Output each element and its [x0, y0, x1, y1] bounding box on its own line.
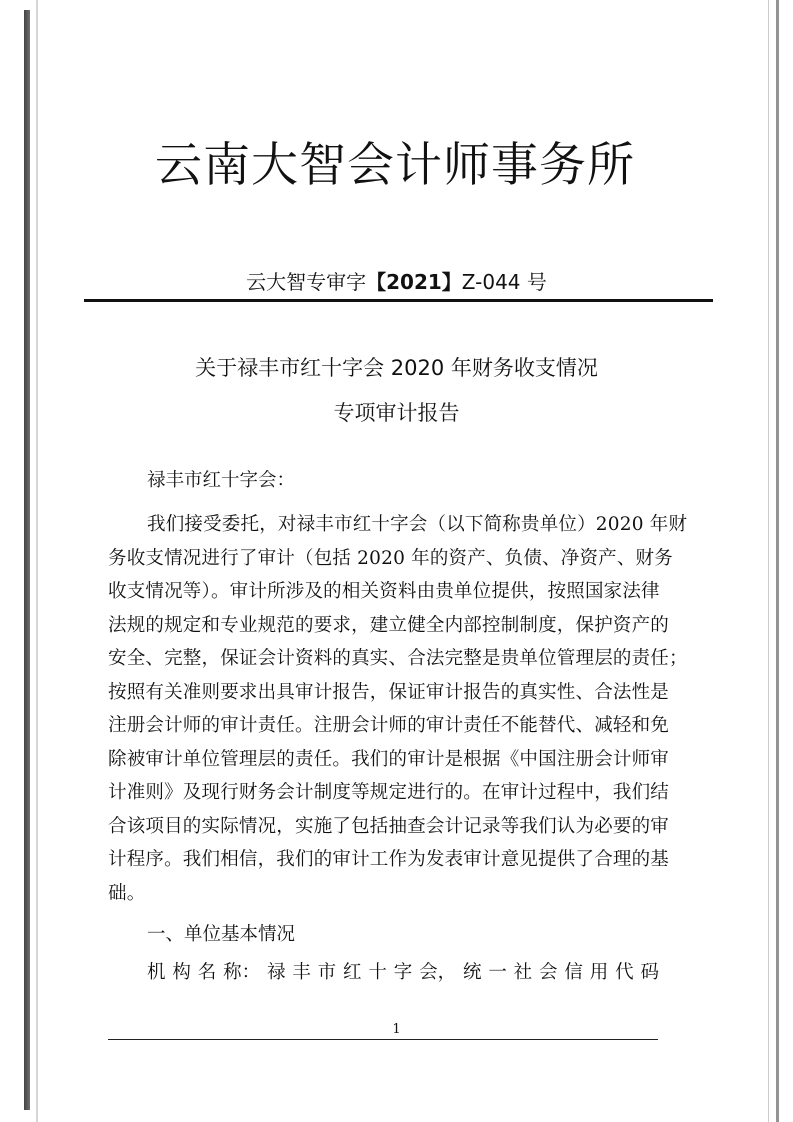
- org-line-char: 代: [615, 962, 634, 983]
- body-line: 除被审计单位管理层的责任。我们的审计是根据《中国注册会计师审: [108, 748, 670, 770]
- org-line-char: 统: [462, 962, 482, 983]
- org-line-char: 名: [197, 962, 217, 983]
- scan-edge-left-inner: [36, 0, 38, 1122]
- scan-edge-right-inner: [768, 0, 769, 1122]
- body-line: 按照有关准则要求出具审计报告，保证审计报告的真实性、合法性是: [108, 681, 670, 703]
- org-line-char: 市: [317, 962, 337, 983]
- org-line-char: 红: [343, 962, 362, 983]
- body-line: 我们接受委托，对禄丰市红十字会（以下简称贵单位）2020 年财: [147, 514, 688, 535]
- org-line-char: 社: [513, 962, 533, 983]
- org-line-char: 会: [539, 962, 558, 983]
- org-line-char: 称：: [223, 962, 261, 983]
- org-line-char: 用: [589, 962, 609, 983]
- footer-divider: [108, 1039, 658, 1040]
- scan-edge-left: [24, 10, 30, 1110]
- org-line-char: 会，: [419, 962, 457, 983]
- page-number: 1: [392, 1022, 401, 1037]
- body-line: 计程序。我们相信，我们的审计工作为发表审计意见提供了合理的基: [108, 849, 670, 870]
- body-line: 础。: [108, 882, 146, 904]
- org-line-char: 一: [488, 962, 507, 983]
- doc-number-prefix: 云大智专审字: [246, 270, 367, 294]
- org-line-char: 字: [393, 962, 413, 983]
- org-line-char: 十: [368, 962, 387, 983]
- body-line: 收支情况等）。审计所涉及的相关资料由贵单位提供，按照国家法律: [108, 581, 660, 602]
- document-number: [0, 266, 793, 295]
- section-heading: 一、单位基本情况: [147, 924, 296, 945]
- body-line: 计准则》及现行财务会计制度等规定进行的。在审计过程中，我们结: [108, 782, 670, 803]
- org-line-char: 码: [640, 962, 659, 983]
- org-line-char: 构: [172, 962, 191, 983]
- body-line: 合该项目的实际情况，实施了包括抽查会计记录等我们认为必要的审: [108, 815, 670, 837]
- scan-edge-right: [776, 0, 779, 1122]
- body-line: 注册会计师的审计责任。注册会计师的审计责任不能替代、减轻和免: [108, 715, 670, 736]
- firm-name: 云南大智会计师事务所: [155, 138, 635, 193]
- report-title-line-2: 专项审计报告: [333, 401, 460, 425]
- body-line: 安全、完整，保证会计资料的真实、合法完整是贵单位管理层的责任；: [108, 648, 688, 669]
- doc-number-suffix: Z-044 号: [461, 270, 547, 294]
- org-info-line: [147, 958, 659, 984]
- org-line-char: 丰: [292, 962, 311, 983]
- body-line: 法规的规定和专业规范的要求，建立健全内部控制制度，保护资产的: [108, 614, 670, 636]
- org-line-char: 信: [564, 962, 583, 983]
- addressee: 禄丰市红十字会：: [147, 470, 296, 491]
- body-line: 务收支情况进行了审计（包括 2020 年的资产、负债、净资产、财务: [108, 547, 673, 569]
- report-title-line-1: 关于禄丰市红十字会 2020 年财务收支情况: [195, 356, 598, 380]
- org-line-char: 禄: [266, 962, 286, 983]
- org-line-char: 机: [147, 962, 166, 983]
- header-divider: [84, 299, 713, 302]
- doc-number-year: 【2021】: [366, 270, 462, 294]
